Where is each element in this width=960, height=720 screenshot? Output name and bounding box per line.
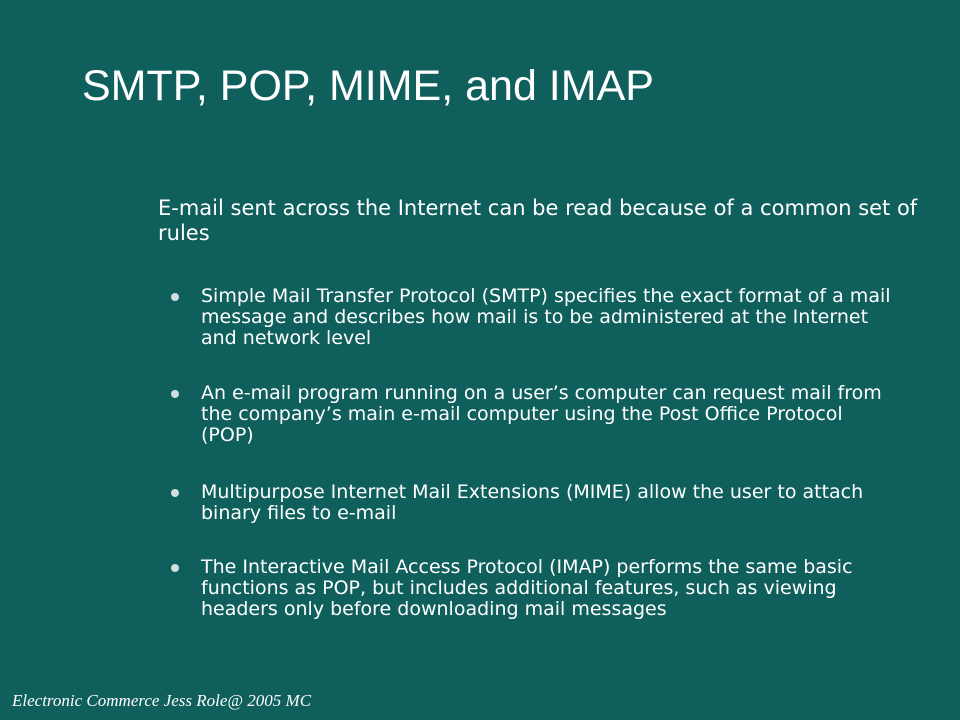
bullet-dot-icon: [171, 293, 179, 301]
bullet-text: Simple Mail Transfer Protocol (SMTP) specifies the exact format of a mail message and describes how mail is to be administered at the Internet and network level: [201, 285, 891, 349]
bullet-text: The Interactive Mail Access Protocol (IMAP) performs the same basic functions as POP, but includes additional features, such as viewing headers only before downloading mail messages: [201, 556, 853, 620]
bullet-dot-icon: [171, 489, 179, 497]
bullet-dot-icon: [171, 564, 179, 572]
bullet-item: [171, 383, 891, 446]
footer-text: Electronic Commerce Jess Role@ 2005 MC: [12, 691, 312, 710]
bullet-dot-icon: [171, 390, 179, 398]
bullet-item: [171, 286, 891, 349]
bullet-item: [171, 557, 891, 620]
bullet-text: An e-mail program running on a user’s computer can request mail from the company’s main e-mail computer using the Post Office Protocol (POP): [201, 382, 882, 446]
slide-title: SMTP, POP, MIME, and IMAP: [82, 62, 654, 110]
bullet-text: Multipurpose Internet Mail Extensions (MIME) allow the user to attach binary files to e-mail: [201, 481, 864, 524]
intro-text: E-mail sent across the Internet can be read because of a common set of rules: [158, 196, 918, 245]
bullet-item: [171, 482, 891, 524]
